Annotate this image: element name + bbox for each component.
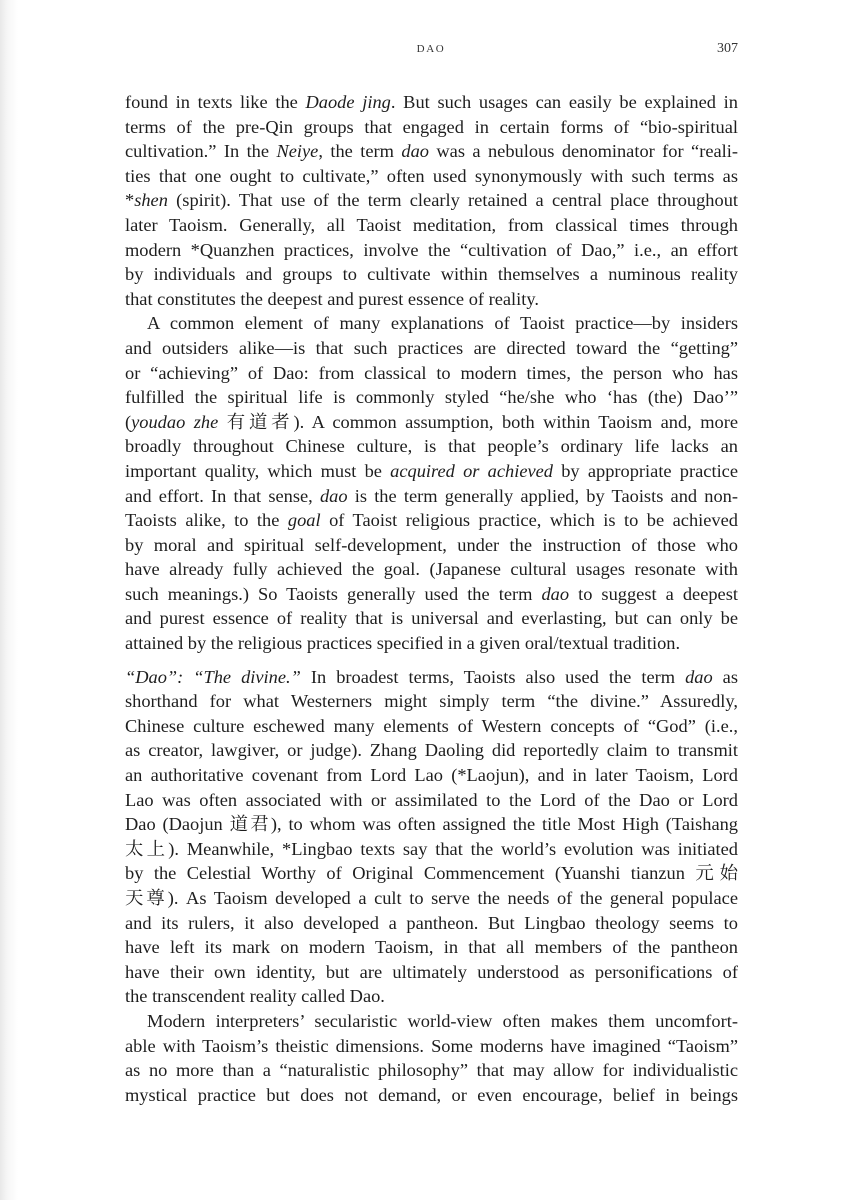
text-segment: fulfilled the spiritual life is commonly styled “he/she who ‘has (the) Dao’” — [125, 387, 738, 408]
text-segment: the transcendent reality called Dao. — [125, 986, 385, 1007]
text-segment: and outsiders alike—is that such practices are directed toward the “getting” — [125, 337, 738, 358]
text-segment: Modern interpreters’ secularistic world-view often makes them uncomfort- — [147, 1010, 738, 1031]
text-line — [125, 213, 738, 238]
text-line — [125, 1083, 738, 1108]
text-segment: as no more than a “naturalistic philosophy” that may allow for individualistic — [125, 1060, 738, 1081]
text-line — [125, 861, 738, 886]
text-line — [125, 311, 738, 336]
text-line — [125, 763, 738, 788]
page-edge-shadow — [0, 0, 18, 1200]
text-segment: by moral and spiritual self-development, under the instruction of those who — [125, 534, 738, 555]
text-segment: and purest essence of reality that is universal and everlasting, but can only be — [125, 608, 738, 629]
text-segment: have their own identity, but are ultimately understood as personifications of — [125, 961, 738, 982]
text-segment: mystical practice but does not demand, or even encourage, belief in beings — [125, 1084, 738, 1105]
text-segment: have left its mark on modern Taoism, in that all members of the pantheon — [125, 937, 738, 958]
text-line — [125, 459, 738, 484]
text-line — [125, 812, 738, 837]
text-segment: an authoritative covenant from Lord Lao (*Laojun), and in later Taoism, Lord — [125, 765, 738, 786]
text-line — [125, 935, 738, 960]
text-segment: In broadest terms, Taoists also used the term — [300, 666, 686, 687]
text-line — [125, 1009, 738, 1034]
running-head — [0, 41, 862, 61]
text-line — [125, 287, 738, 312]
text-segment: of Taoist religious practice, which is to be achieved — [320, 510, 738, 531]
body-text — [125, 90, 738, 1107]
text-line — [125, 788, 738, 813]
italic-segment: dao — [541, 583, 570, 604]
italic-segment: dao — [685, 666, 713, 687]
text-line — [125, 911, 738, 936]
text-segment: Taoists alike, to the — [125, 510, 288, 531]
text-segment: . But such usages can easily be explained in — [390, 92, 738, 112]
italic-segment: Neiye — [276, 141, 319, 162]
text-line — [125, 139, 738, 164]
text-segment: Chinese culture eschewed many elements of Western concepts of “God” (i.e., — [125, 715, 738, 736]
italic-segment: dao — [319, 485, 348, 506]
text-segment: Lao was often associated with or assimilated to the Lord of the Dao or Lord — [125, 789, 738, 810]
text-line — [125, 434, 738, 459]
text-segment: A common element of many explanations of Taoist practice—by insiders — [147, 313, 738, 334]
text-line — [125, 262, 738, 287]
text-segment: was a nebulous denominator for “reali- — [428, 141, 739, 162]
text-segment: shorthand for what Westerners might simply term “the divine.” Assuredly, — [125, 691, 738, 712]
text-segment: , the term — [318, 141, 402, 162]
paragraph-gap — [125, 656, 738, 665]
text-segment: 天尊). As Taoism developed a cult to serve the needs of the general populace — [125, 888, 738, 908]
text-segment: by the Celestial Worthy of Original Commencement (Yuanshi tianzun 元始 — [125, 863, 738, 884]
text-segment: to suggest a deepest — [569, 583, 738, 604]
text-segment: 太上). Meanwhile, *Lingbao texts say that the world’s evolution was initiated — [125, 838, 738, 859]
italic-segment: acquired or achieved — [390, 460, 554, 481]
text-segment: * — [125, 190, 135, 211]
text-segment: is the term generally applied, by Taoists and non- — [347, 485, 739, 506]
text-line — [125, 837, 738, 862]
text-line — [125, 484, 738, 509]
text-line — [125, 582, 738, 607]
text-segment: by individuals and groups to cultivate within themselves a numinous reality — [125, 264, 738, 285]
running-title: DAO — [416, 43, 446, 55]
text-segment: found in texts like the — [125, 92, 306, 112]
italic-segment: Daode jing — [305, 92, 391, 112]
text-line — [125, 336, 738, 361]
text-segment: attained by the religious practices specified in a given oral/textual tradition. — [125, 633, 681, 654]
text-line — [125, 631, 738, 656]
text-line — [125, 960, 738, 985]
text-segment: Dao (Daojun 道君), to whom was often assigned the title Most High (Taishang — [125, 814, 738, 835]
text-segment: as creator, lawgiver, or judge). Zhang Daoling did reportedly claim to transmit — [125, 740, 738, 761]
text-segment: (spirit). That use of the term clearly retained a central place throughout — [167, 190, 738, 211]
italic-segment: “Dao”: “The divine.” — [125, 666, 301, 687]
text-line — [125, 1058, 738, 1083]
text-segment: by appropriate practice — [553, 460, 738, 481]
text-line — [125, 886, 738, 911]
page-number: 307 — [717, 41, 738, 56]
text-line — [125, 689, 738, 714]
text-segment: have already fully achieved the goal. (Japanese cultural usages resonate with — [125, 559, 738, 580]
text-line — [125, 410, 738, 435]
text-line — [125, 115, 738, 140]
text-line — [125, 984, 738, 1009]
text-segment: such meanings.) So Taoists generally used the term — [125, 583, 542, 604]
italic-segment: dao — [401, 141, 429, 162]
text-line — [125, 164, 738, 189]
text-segment: as — [712, 666, 739, 687]
text-segment: later Taoism. Generally, all Taoist meditation, from classical times through — [125, 214, 738, 235]
italic-segment: youdao zhe — [131, 411, 219, 432]
text-segment: or “achieving” of Dao: from classical to modern times, the person who has — [125, 362, 738, 383]
text-line — [125, 533, 738, 558]
text-segment: and effort. In that sense, — [125, 485, 320, 506]
text-line — [125, 508, 738, 533]
text-segment: 有道者). A common assumption, both within Taoism and, more — [218, 411, 738, 432]
text-line — [125, 714, 738, 739]
text-segment: that constitutes the deepest and purest essence of reality. — [125, 288, 539, 309]
text-line — [125, 738, 738, 763]
text-line — [125, 90, 738, 115]
italic-segment: shen — [134, 190, 168, 211]
text-segment: ties that one ought to cultivate,” often used synonymously with such terms as — [125, 165, 738, 186]
text-line — [125, 606, 738, 631]
text-segment: modern *Quanzhen practices, involve the “cultivation of Dao,” i.e., an effort — [125, 239, 738, 260]
text-line — [125, 238, 738, 263]
text-segment: ( — [125, 411, 132, 432]
text-line — [125, 361, 738, 386]
text-line — [125, 665, 738, 690]
text-segment: terms of the pre-Qin groups that engaged in certain forms of “bio-spiritual — [125, 116, 738, 137]
text-line — [125, 188, 738, 213]
text-line — [125, 1034, 738, 1059]
text-segment: and its rulers, it also developed a pantheon. But Lingbao theology seems to — [125, 912, 738, 933]
italic-segment: goal — [287, 510, 321, 531]
text-segment: important quality, which must be — [125, 460, 391, 481]
text-segment: able with Taoism’s theistic dimensions. Some moderns have imagined “Taoism” — [125, 1035, 738, 1056]
text-line — [125, 385, 738, 410]
text-segment: cultivation.” In the — [125, 141, 277, 162]
text-line — [125, 557, 738, 582]
text-segment: broadly throughout Chinese culture, is that people’s ordinary life lacks an — [125, 436, 738, 457]
